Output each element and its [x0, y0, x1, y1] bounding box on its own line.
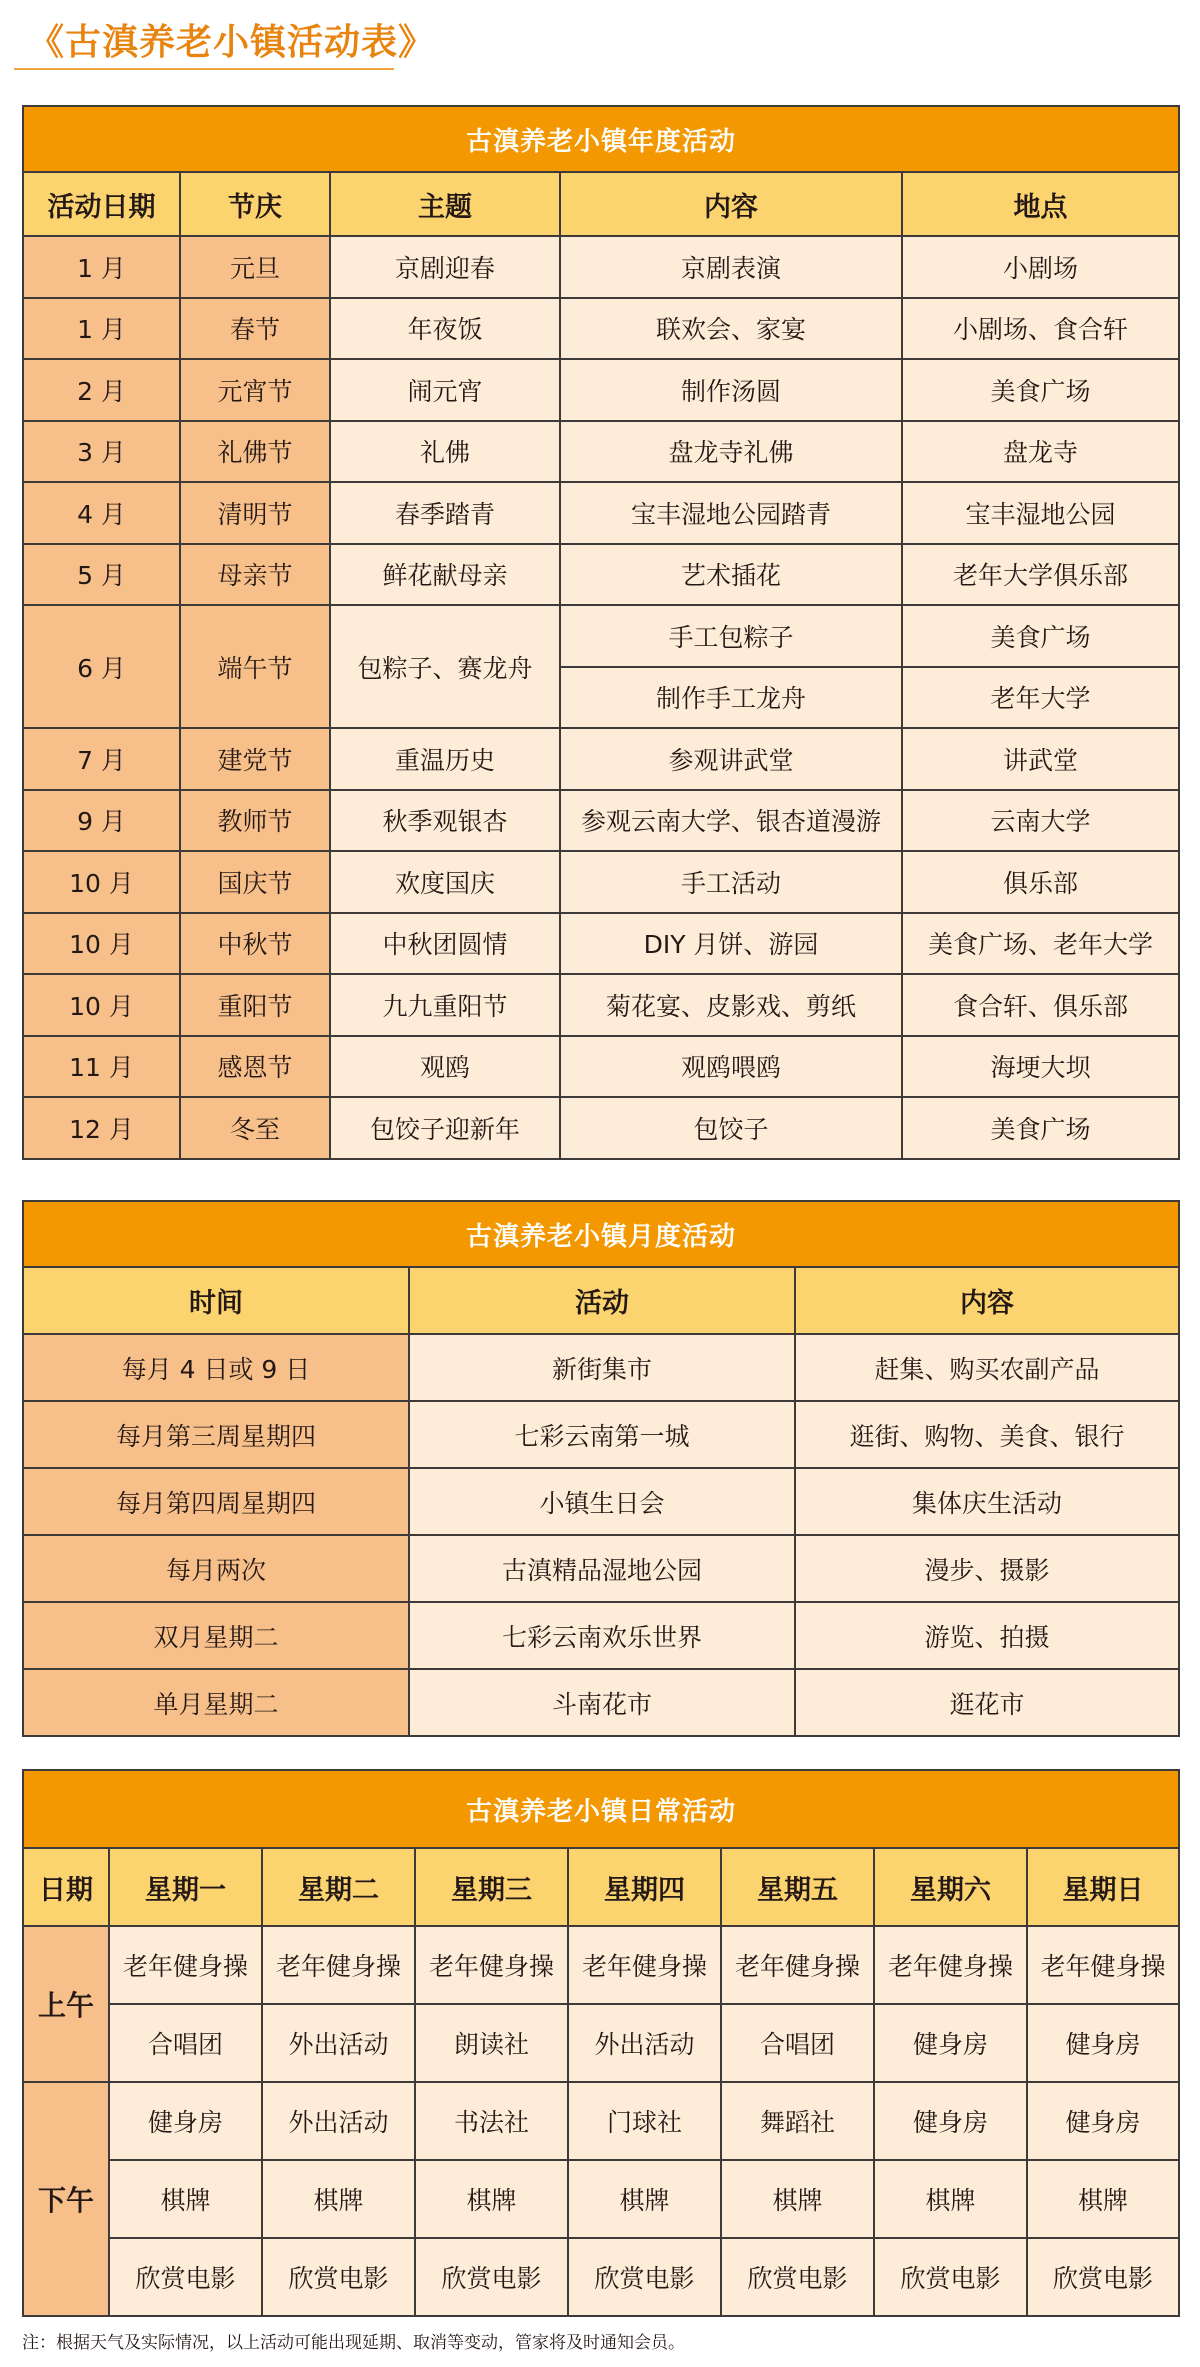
date-cell: 10 月 [23, 913, 180, 975]
header-location: 地点 [902, 172, 1179, 236]
table-row [23, 482, 1179, 544]
header-thursday: 星期四 [568, 1848, 721, 1926]
festival-cell: 元旦 [180, 236, 330, 298]
schedule-cell: 欣赏电影 [415, 2238, 568, 2316]
location-cell: 美食广场 [902, 1097, 1179, 1159]
date-cell: 1 月 [23, 298, 180, 360]
schedule-cell: 欣赏电影 [262, 2238, 415, 2316]
table-row [23, 544, 1179, 606]
schedule-cell: 合唱团 [721, 2004, 874, 2082]
content-cell: 盘龙寺礼佛 [560, 421, 902, 483]
header-theme: 主题 [330, 172, 560, 236]
schedule-cell: 棋牌 [568, 2160, 721, 2238]
table-row [23, 1535, 1179, 1602]
table-row [23, 421, 1179, 483]
header-day-label: 日期 [23, 1848, 109, 1926]
content-cell: 参观讲武堂 [560, 728, 902, 790]
date-cell: 12 月 [23, 1097, 180, 1159]
monthly-content-cell: 漫步、摄影 [795, 1535, 1179, 1602]
festival-cell: 母亲节 [180, 544, 330, 606]
location-cell: 食合轩、俱乐部 [902, 974, 1179, 1036]
content-cell: 手工活动 [560, 851, 902, 913]
activity-cell: 七彩云南欢乐世界 [409, 1602, 795, 1669]
theme-cell: 包粽子、赛龙舟 [330, 605, 560, 728]
location-cell: 美食广场 [902, 359, 1179, 421]
table-row [23, 728, 1179, 790]
festival-cell: 重阳节 [180, 974, 330, 1036]
schedule-cell: 舞蹈社 [721, 2082, 874, 2160]
monthly-table-caption: 古滇养老小镇月度活动 [23, 1201, 1179, 1267]
header-monday: 星期一 [109, 1848, 262, 1926]
table-row [23, 2004, 1179, 2082]
table-row [23, 236, 1179, 298]
content-cell: 宝丰湿地公园踏青 [560, 482, 902, 544]
content-cell: 京剧表演 [560, 236, 902, 298]
annual-table-caption: 古滇养老小镇年度活动 [23, 106, 1179, 172]
date-cell: 6 月 [23, 605, 180, 728]
festival-cell: 国庆节 [180, 851, 330, 913]
monthly-activities-table [22, 1200, 1180, 1737]
time-cell: 每月 4 日或 9 日 [23, 1334, 409, 1401]
table-row [23, 1097, 1179, 1159]
page-title: 《古滇养老小镇活动表》 [28, 22, 436, 63]
table-row [23, 605, 1179, 667]
date-cell: 11 月 [23, 1036, 180, 1098]
location-cell: 美食广场 [902, 605, 1179, 667]
table-row [23, 298, 1179, 360]
schedule-cell: 健身房 [1027, 2082, 1179, 2160]
location-cell: 美食广场、老年大学 [902, 913, 1179, 975]
schedule-cell: 老年健身操 [874, 1926, 1027, 2004]
activity-cell: 小镇生日会 [409, 1468, 795, 1535]
theme-cell: 包饺子迎新年 [330, 1097, 560, 1159]
table-row [23, 359, 1179, 421]
table-row [23, 2238, 1179, 2316]
schedule-cell: 欣赏电影 [1027, 2238, 1179, 2316]
header-time: 时间 [23, 1267, 409, 1334]
schedule-cell: 外出活动 [262, 2004, 415, 2082]
date-cell: 5 月 [23, 544, 180, 606]
festival-cell: 清明节 [180, 482, 330, 544]
schedule-cell: 健身房 [874, 2004, 1027, 2082]
content-cell: 联欢会、家宴 [560, 298, 902, 360]
annual-activities-table [22, 105, 1180, 1160]
location-cell: 讲武堂 [902, 728, 1179, 790]
location-cell: 宝丰湿地公园 [902, 482, 1179, 544]
content-cell: 包饺子 [560, 1097, 902, 1159]
date-cell: 10 月 [23, 974, 180, 1036]
table-row [23, 974, 1179, 1036]
table-row [23, 790, 1179, 852]
monthly-content-cell: 逛街、购物、美食、银行 [795, 1401, 1179, 1468]
content-cell: 观鸥喂鸥 [560, 1036, 902, 1098]
table-row [23, 1401, 1179, 1468]
table-row [23, 1468, 1179, 1535]
monthly-content-cell: 集体庆生活动 [795, 1468, 1179, 1535]
content-cell: 艺术插花 [560, 544, 902, 606]
content-cell: 参观云南大学、银杏道漫游 [560, 790, 902, 852]
date-cell: 9 月 [23, 790, 180, 852]
theme-cell: 九九重阳节 [330, 974, 560, 1036]
table-row [23, 1602, 1179, 1669]
schedule-cell: 老年健身操 [415, 1926, 568, 2004]
daily-header-row [23, 1848, 1179, 1926]
festival-cell: 教师节 [180, 790, 330, 852]
theme-cell: 春季踏青 [330, 482, 560, 544]
theme-cell: 鲜花献母亲 [330, 544, 560, 606]
schedule-cell: 健身房 [874, 2082, 1027, 2160]
schedule-cell: 棋牌 [1027, 2160, 1179, 2238]
monthly-header-row [23, 1267, 1179, 1334]
festival-cell: 冬至 [180, 1097, 330, 1159]
activity-cell: 七彩云南第一城 [409, 1401, 795, 1468]
monthly-content-cell: 赶集、购买农副产品 [795, 1334, 1179, 1401]
date-cell: 7 月 [23, 728, 180, 790]
festival-cell: 感恩节 [180, 1036, 330, 1098]
theme-cell: 欢度国庆 [330, 851, 560, 913]
theme-cell: 礼佛 [330, 421, 560, 483]
content-cell: 制作手工龙舟 [560, 667, 902, 729]
location-cell: 盘龙寺 [902, 421, 1179, 483]
header-wednesday: 星期三 [415, 1848, 568, 1926]
date-cell: 2 月 [23, 359, 180, 421]
theme-cell: 闹元宵 [330, 359, 560, 421]
location-cell: 俱乐部 [902, 851, 1179, 913]
location-cell: 老年大学 [902, 667, 1179, 729]
festival-cell: 中秋节 [180, 913, 330, 975]
date-cell: 1 月 [23, 236, 180, 298]
schedule-cell: 老年健身操 [1027, 1926, 1179, 2004]
table-row [23, 913, 1179, 975]
activity-cell: 新街集市 [409, 1334, 795, 1401]
table-row [23, 2082, 1179, 2160]
schedule-cell: 欣赏电影 [721, 2238, 874, 2316]
title-underline [14, 68, 394, 70]
schedule-cell: 书法社 [415, 2082, 568, 2160]
afternoon-label: 下午 [23, 2082, 109, 2316]
location-cell: 海埂大坝 [902, 1036, 1179, 1098]
festival-cell: 春节 [180, 298, 330, 360]
schedule-cell: 欣赏电影 [109, 2238, 262, 2316]
schedule-cell: 老年健身操 [568, 1926, 721, 2004]
time-cell: 单月星期二 [23, 1669, 409, 1736]
activity-cell: 斗南花市 [409, 1669, 795, 1736]
theme-cell: 秋季观银杏 [330, 790, 560, 852]
morning-label: 上午 [23, 1926, 109, 2082]
header-saturday: 星期六 [874, 1848, 1027, 1926]
theme-cell: 中秋团圆情 [330, 913, 560, 975]
festival-cell: 端午节 [180, 605, 330, 728]
location-cell: 小剧场 [902, 236, 1179, 298]
monthly-content-cell: 逛花市 [795, 1669, 1179, 1736]
header-festival: 节庆 [180, 172, 330, 236]
time-cell: 双月星期二 [23, 1602, 409, 1669]
schedule-cell: 老年健身操 [109, 1926, 262, 2004]
daily-table-caption: 古滇养老小镇日常活动 [23, 1770, 1179, 1848]
table-row [23, 1334, 1179, 1401]
date-cell: 10 月 [23, 851, 180, 913]
table-row [23, 1926, 1179, 2004]
time-cell: 每月第四周星期四 [23, 1468, 409, 1535]
location-cell: 云南大学 [902, 790, 1179, 852]
schedule-cell: 门球社 [568, 2082, 721, 2160]
schedule-cell: 外出活动 [262, 2082, 415, 2160]
festival-cell: 礼佛节 [180, 421, 330, 483]
festival-cell: 元宵节 [180, 359, 330, 421]
header-monthly-content: 内容 [795, 1267, 1179, 1334]
header-tuesday: 星期二 [262, 1848, 415, 1926]
table-row [23, 2160, 1179, 2238]
theme-cell: 京剧迎春 [330, 236, 560, 298]
time-cell: 每月第三周星期四 [23, 1401, 409, 1468]
schedule-cell: 健身房 [109, 2082, 262, 2160]
location-cell: 老年大学俱乐部 [902, 544, 1179, 606]
time-cell: 每月两次 [23, 1535, 409, 1602]
schedule-cell: 老年健身操 [721, 1926, 874, 2004]
table-row [23, 851, 1179, 913]
header-activity: 活动 [409, 1267, 795, 1334]
schedule-cell: 健身房 [1027, 2004, 1179, 2082]
table-row [23, 1036, 1179, 1098]
header-content: 内容 [560, 172, 902, 236]
schedule-cell: 合唱团 [109, 2004, 262, 2082]
date-cell: 3 月 [23, 421, 180, 483]
schedule-cell: 棋牌 [415, 2160, 568, 2238]
content-cell: 制作汤圆 [560, 359, 902, 421]
theme-cell: 重温历史 [330, 728, 560, 790]
table-row [23, 1669, 1179, 1736]
schedule-cell: 棋牌 [109, 2160, 262, 2238]
content-cell: DIY 月饼、游园 [560, 913, 902, 975]
schedule-cell: 外出活动 [568, 2004, 721, 2082]
content-cell: 菊花宴、皮影戏、剪纸 [560, 974, 902, 1036]
daily-activities-table [22, 1769, 1180, 2317]
festival-cell: 建党节 [180, 728, 330, 790]
content-cell: 手工包粽子 [560, 605, 902, 667]
schedule-cell: 老年健身操 [262, 1926, 415, 2004]
schedule-cell: 欣赏电影 [568, 2238, 721, 2316]
monthly-content-cell: 游览、拍摄 [795, 1602, 1179, 1669]
schedule-cell: 棋牌 [874, 2160, 1027, 2238]
theme-cell: 观鸥 [330, 1036, 560, 1098]
footnote: 注：根据天气及实际情况，以上活动可能出现延期、取消等变动，管家将及时通知会员。 [22, 2333, 685, 2353]
header-friday: 星期五 [721, 1848, 874, 1926]
activity-cell: 古滇精品湿地公园 [409, 1535, 795, 1602]
date-cell: 4 月 [23, 482, 180, 544]
schedule-cell: 欣赏电影 [874, 2238, 1027, 2316]
schedule-cell: 棋牌 [262, 2160, 415, 2238]
schedule-cell: 棋牌 [721, 2160, 874, 2238]
theme-cell: 年夜饭 [330, 298, 560, 360]
header-sunday: 星期日 [1027, 1848, 1179, 1926]
annual-header-row [23, 172, 1179, 236]
schedule-cell: 朗读社 [415, 2004, 568, 2082]
header-date: 活动日期 [23, 172, 180, 236]
location-cell: 小剧场、食合轩 [902, 298, 1179, 360]
